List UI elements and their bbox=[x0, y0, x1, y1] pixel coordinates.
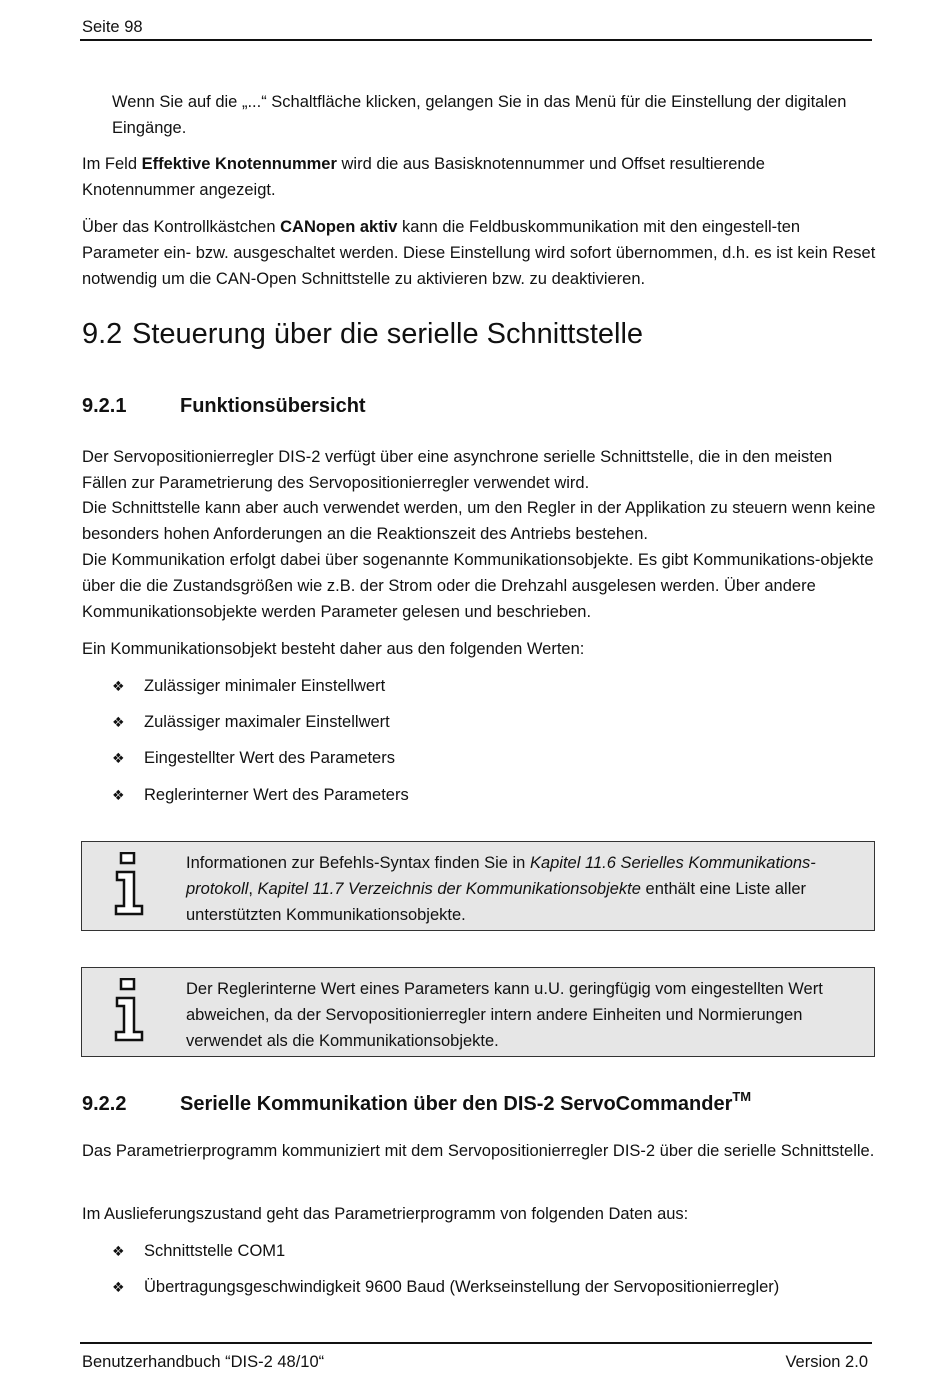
diamond-bullet-icon: ❖ bbox=[112, 1244, 125, 1260]
paragraph: Das Parametrierprogramm kommuniziert mit dem Servopositionierregler DIS-2 über die serielle Schnittstelle. bbox=[82, 1142, 875, 1160]
text: , bbox=[248, 880, 258, 898]
bold-term: Effektive Knotennummer bbox=[141, 155, 337, 173]
bullet-item bbox=[112, 709, 390, 736]
bullet-item bbox=[112, 1238, 285, 1265]
diamond-bullet-icon: ❖ bbox=[112, 679, 125, 695]
section-number: 9.2 bbox=[82, 318, 123, 350]
diamond-bullet-icon: ❖ bbox=[112, 1280, 125, 1296]
trademark-superscript: TM bbox=[732, 1089, 752, 1104]
text: kann die Feldbuskommunikation mit den eingestell-ten Parameter ein- bzw. ausgeschaltet werden. Diese Einstellung wird sofort übernommen, d.h. es ist kein Reset notwendig um die CAN-Open Schnittstelle zu aktivieren bzw. zu deaktivieren. bbox=[82, 218, 876, 288]
chapter-reference: Kapitel 11.6 Serielles Kommunikations-protokoll bbox=[186, 854, 816, 898]
bullet-text: Schnittstelle COM1 bbox=[144, 1242, 286, 1260]
bullet-text: Reglerinterner Wert des Parameters bbox=[144, 786, 409, 804]
section-heading-9-2-2 bbox=[82, 1089, 751, 1116]
section-number: 9.2.2 bbox=[82, 1093, 127, 1115]
text: wird die aus Basisknotennummer und Offset resultierende Knotennummer angezeigt. bbox=[82, 155, 765, 199]
text: Informationen zur Befehls-Syntax finden Sie in bbox=[186, 854, 530, 872]
bullet-item bbox=[112, 673, 385, 700]
text: Über das Kontrollkästchen bbox=[82, 218, 281, 236]
bullet-text: Zulässiger maximaler Einstellwert bbox=[144, 713, 390, 731]
footer-rule bbox=[80, 1342, 872, 1344]
bullet-item bbox=[112, 782, 409, 809]
info-i-icon bbox=[114, 852, 144, 916]
bullet-text: Übertragungsgeschwindigkeit 9600 Baud (Werkseinstellung der Servopositionierregler) bbox=[144, 1278, 780, 1296]
paragraph: Der Servopositionierregler DIS-2 verfügt über eine asynchrone serielle Schnittstelle, die in den meisten Fällen zur Parametrierung des Servopositionierregler verwendet wird. bbox=[82, 448, 833, 492]
diamond-bullet-icon: ❖ bbox=[112, 788, 125, 804]
paragraph: Die Kommunikation erfolgt dabei über sogenannte Kommunikationsobjekte. Es gibt Kommunikations-objekte über die die Zustandsgrößen wie z.B. der Strom oder die Drehzahl ausgelesen werden. Über andere Kommunikationsobjekte werden Parameter gelesen und beschrieben. bbox=[82, 551, 874, 621]
footer-version: Version 2.0 bbox=[785, 1353, 868, 1371]
info-note-box bbox=[81, 841, 875, 931]
bullet-item bbox=[112, 1274, 779, 1301]
paragraph: Ein Kommunikationsobjekt besteht daher aus den folgenden Werten: bbox=[82, 640, 585, 658]
diamond-bullet-icon: ❖ bbox=[112, 715, 125, 731]
intro-paragraph-1: Wenn Sie auf die „...“ Schaltfläche klicken, gelangen Sie in das Menü für die Einstellung der digitalen Eingänge. bbox=[112, 93, 847, 137]
section-title: Steuerung über die serielle Schnittstelle bbox=[132, 318, 644, 350]
bold-term: CANopen aktiv bbox=[280, 218, 398, 236]
info-i-icon bbox=[114, 978, 144, 1042]
footer-document-title: Benutzerhandbuch “DIS-2 48/10“ bbox=[82, 1353, 325, 1371]
chapter-reference: Kapitel 11.7 Verzeichnis der Kommunikationsobjekte bbox=[257, 880, 641, 898]
section-heading-9-2 bbox=[82, 318, 643, 351]
section-title: Serielle Kommunikation über den DIS-2 ServoCommander bbox=[180, 1093, 733, 1115]
section-heading-9-2-1 bbox=[82, 395, 366, 418]
bullet-text: Eingestellter Wert des Parameters bbox=[144, 749, 395, 767]
page-header: Seite 98 bbox=[82, 18, 143, 36]
header-rule bbox=[80, 39, 872, 41]
note-text: Der Reglerinterne Wert eines Parameters kann u.U. geringfügig vom eingestellten Wert abweichen, da der Servopositionierregler intern andere Einheiten und Normierungen verwendet als die Kommunikationsobjekte. bbox=[186, 980, 823, 1050]
text: enthält eine Liste aller unterstützten Kommunikationsobjekte. bbox=[186, 880, 807, 924]
diamond-bullet-icon: ❖ bbox=[112, 751, 125, 767]
section-title: Funktionsübersicht bbox=[180, 395, 366, 417]
paragraph: Im Auslieferungszustand geht das Parametrierprogramm von folgenden Daten aus: bbox=[82, 1205, 689, 1223]
intro-paragraph-2 bbox=[82, 151, 877, 203]
note-text bbox=[186, 850, 858, 928]
text: Im Feld bbox=[82, 155, 142, 173]
bullet-text: Zulässiger minimaler Einstellwert bbox=[144, 677, 386, 695]
paragraph: Die Schnittstelle kann aber auch verwendet werden, um den Regler in der Applikation zu steuern wenn keine besonders hohen Anforderungen an die Reaktionszeit des Antriebs bestehen. bbox=[82, 499, 876, 543]
bullet-item bbox=[112, 745, 395, 772]
section-number: 9.2.1 bbox=[82, 395, 127, 417]
intro-paragraph-3 bbox=[82, 214, 877, 292]
info-note-box bbox=[81, 967, 875, 1057]
